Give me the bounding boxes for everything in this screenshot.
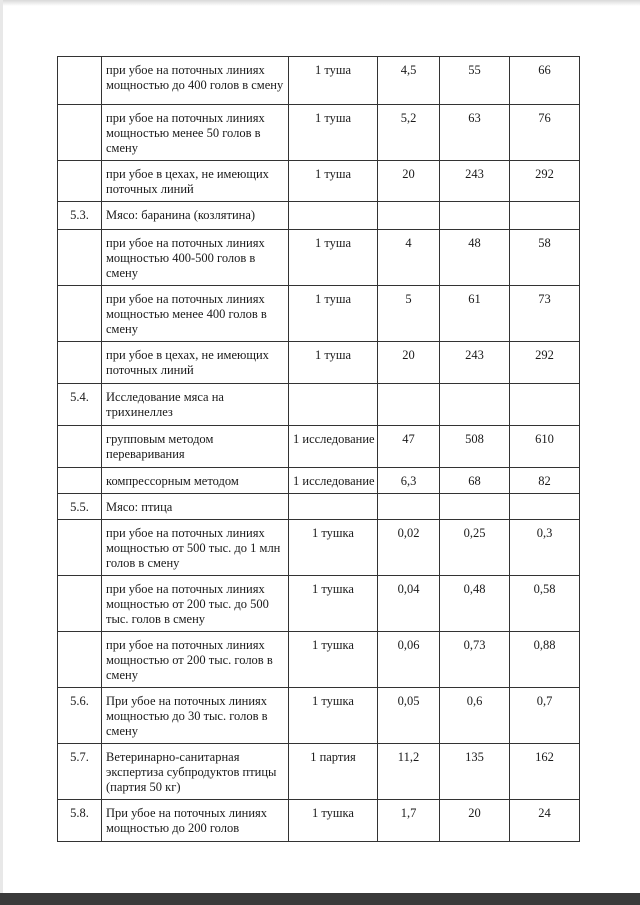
row-number	[58, 105, 102, 161]
row-value-1: 4,5	[378, 57, 440, 105]
row-description: при убое на поточных линиях мощностью 400-500 голов в смену	[102, 230, 289, 286]
row-description: при убое на поточных линиях мощностью от 500 тыс. до 1 млн голов в смену	[102, 520, 289, 576]
table-row	[58, 230, 580, 286]
row-description: Мясо: птица	[102, 494, 289, 520]
row-unit: 1 исследование	[289, 426, 378, 468]
row-value-1: 47	[378, 426, 440, 468]
row-number: 5.7.	[58, 744, 102, 800]
table-row	[58, 632, 580, 688]
row-number	[58, 576, 102, 632]
row-value-2: 0,6	[440, 688, 510, 744]
row-unit: 1 партия	[289, 744, 378, 800]
row-number	[58, 230, 102, 286]
row-value-1	[378, 202, 440, 230]
row-number: 5.6.	[58, 688, 102, 744]
row-description: при убое на поточных линиях мощностью от 200 тыс. голов в смену	[102, 632, 289, 688]
row-value-1: 11,2	[378, 744, 440, 800]
table-row	[58, 105, 580, 161]
row-value-1: 6,3	[378, 468, 440, 494]
row-value-1	[378, 494, 440, 520]
row-value-1	[378, 384, 440, 426]
row-description: Исследование мяса на трихинеллез	[102, 384, 289, 426]
row-value-3: 73	[510, 286, 580, 342]
table-row	[58, 286, 580, 342]
row-value-1: 5,2	[378, 105, 440, 161]
row-value-3	[510, 384, 580, 426]
page-edge-top	[0, 0, 640, 6]
row-description: при убое в цехах, не имеющих поточных линий	[102, 161, 289, 202]
row-value-3: 0,3	[510, 520, 580, 576]
row-value-3: 82	[510, 468, 580, 494]
table-row	[58, 520, 580, 576]
row-number	[58, 286, 102, 342]
row-value-3: 24	[510, 800, 580, 842]
table-body	[58, 57, 580, 842]
row-value-2: 20	[440, 800, 510, 842]
row-unit: 1 тушка	[289, 576, 378, 632]
row-number: 5.3.	[58, 202, 102, 230]
row-value-3: 0,88	[510, 632, 580, 688]
row-value-2	[440, 384, 510, 426]
row-unit: 1 туша	[289, 57, 378, 105]
row-value-3: 0,58	[510, 576, 580, 632]
row-value-1: 0,05	[378, 688, 440, 744]
row-value-3: 58	[510, 230, 580, 286]
table-row	[58, 384, 580, 426]
row-value-3: 66	[510, 57, 580, 105]
page-edge-bottom	[0, 893, 640, 905]
row-value-3: 0,7	[510, 688, 580, 744]
row-value-1: 1,7	[378, 800, 440, 842]
row-description: при убое в цехах, не имеющих поточных линий	[102, 342, 289, 384]
row-value-2: 0,48	[440, 576, 510, 632]
table-row	[58, 688, 580, 744]
row-value-1: 5	[378, 286, 440, 342]
row-description: При убое на поточных линиях мощностью до 30 тыс. голов в смену	[102, 688, 289, 744]
row-value-2: 243	[440, 342, 510, 384]
row-number: 5.4.	[58, 384, 102, 426]
table-row	[58, 426, 580, 468]
row-value-2: 61	[440, 286, 510, 342]
row-number: 5.8.	[58, 800, 102, 842]
row-unit: 1 тушка	[289, 520, 378, 576]
table-row	[58, 744, 580, 800]
row-value-3	[510, 202, 580, 230]
page-edge-left	[0, 0, 3, 893]
table-row	[58, 342, 580, 384]
table-row	[58, 576, 580, 632]
table-row	[58, 57, 580, 105]
row-value-2: 508	[440, 426, 510, 468]
row-description: групповым методом переваривания	[102, 426, 289, 468]
row-value-3	[510, 494, 580, 520]
row-value-2: 68	[440, 468, 510, 494]
row-description: Ветеринарно-санитарная экспертиза субпродуктов птицы (партия 50 кг)	[102, 744, 289, 800]
table-row	[58, 494, 580, 520]
row-value-3: 292	[510, 161, 580, 202]
row-value-3: 610	[510, 426, 580, 468]
row-unit: 1 туша	[289, 342, 378, 384]
row-value-2: 0,25	[440, 520, 510, 576]
row-description: при убое на поточных линиях мощностью менее 400 голов в смену	[102, 286, 289, 342]
row-number	[58, 632, 102, 688]
row-value-2	[440, 202, 510, 230]
row-number: 5.5.	[58, 494, 102, 520]
row-value-2: 63	[440, 105, 510, 161]
row-number	[58, 520, 102, 576]
row-value-3: 76	[510, 105, 580, 161]
row-number	[58, 57, 102, 105]
row-description: при убое на поточных линиях мощностью от 200 тыс. до 500 тыс. голов в смену	[102, 576, 289, 632]
row-number	[58, 426, 102, 468]
table-row	[58, 202, 580, 230]
row-value-1: 0,02	[378, 520, 440, 576]
price-table	[57, 56, 580, 842]
row-description: При убое на поточных линиях мощностью до 200 голов	[102, 800, 289, 842]
row-number	[58, 468, 102, 494]
table-row	[58, 468, 580, 494]
row-description: Мясо: баранина (козлятина)	[102, 202, 289, 230]
row-unit: 1 тушка	[289, 688, 378, 744]
row-value-2: 0,73	[440, 632, 510, 688]
row-description: при убое на поточных линиях мощностью до 400 голов в смену	[102, 57, 289, 105]
table-row	[58, 800, 580, 842]
row-value-1: 20	[378, 161, 440, 202]
row-value-1: 20	[378, 342, 440, 384]
row-unit	[289, 202, 378, 230]
row-value-1: 0,04	[378, 576, 440, 632]
table-row	[58, 161, 580, 202]
row-unit: 1 тушка	[289, 800, 378, 842]
row-description: при убое на поточных линиях мощностью менее 50 голов в смену	[102, 105, 289, 161]
row-unit	[289, 494, 378, 520]
row-unit: 1 тушка	[289, 632, 378, 688]
row-value-1: 0,06	[378, 632, 440, 688]
row-value-3: 162	[510, 744, 580, 800]
row-value-3: 292	[510, 342, 580, 384]
row-number	[58, 161, 102, 202]
row-unit: 1 туша	[289, 230, 378, 286]
row-value-2: 48	[440, 230, 510, 286]
row-number	[58, 342, 102, 384]
row-unit: 1 туша	[289, 105, 378, 161]
row-unit: 1 туша	[289, 286, 378, 342]
row-value-2	[440, 494, 510, 520]
row-unit: 1 исследование	[289, 468, 378, 494]
row-unit	[289, 384, 378, 426]
row-value-2: 243	[440, 161, 510, 202]
row-description: компрессорным методом	[102, 468, 289, 494]
row-unit: 1 туша	[289, 161, 378, 202]
row-value-2: 55	[440, 57, 510, 105]
row-value-2: 135	[440, 744, 510, 800]
row-value-1: 4	[378, 230, 440, 286]
